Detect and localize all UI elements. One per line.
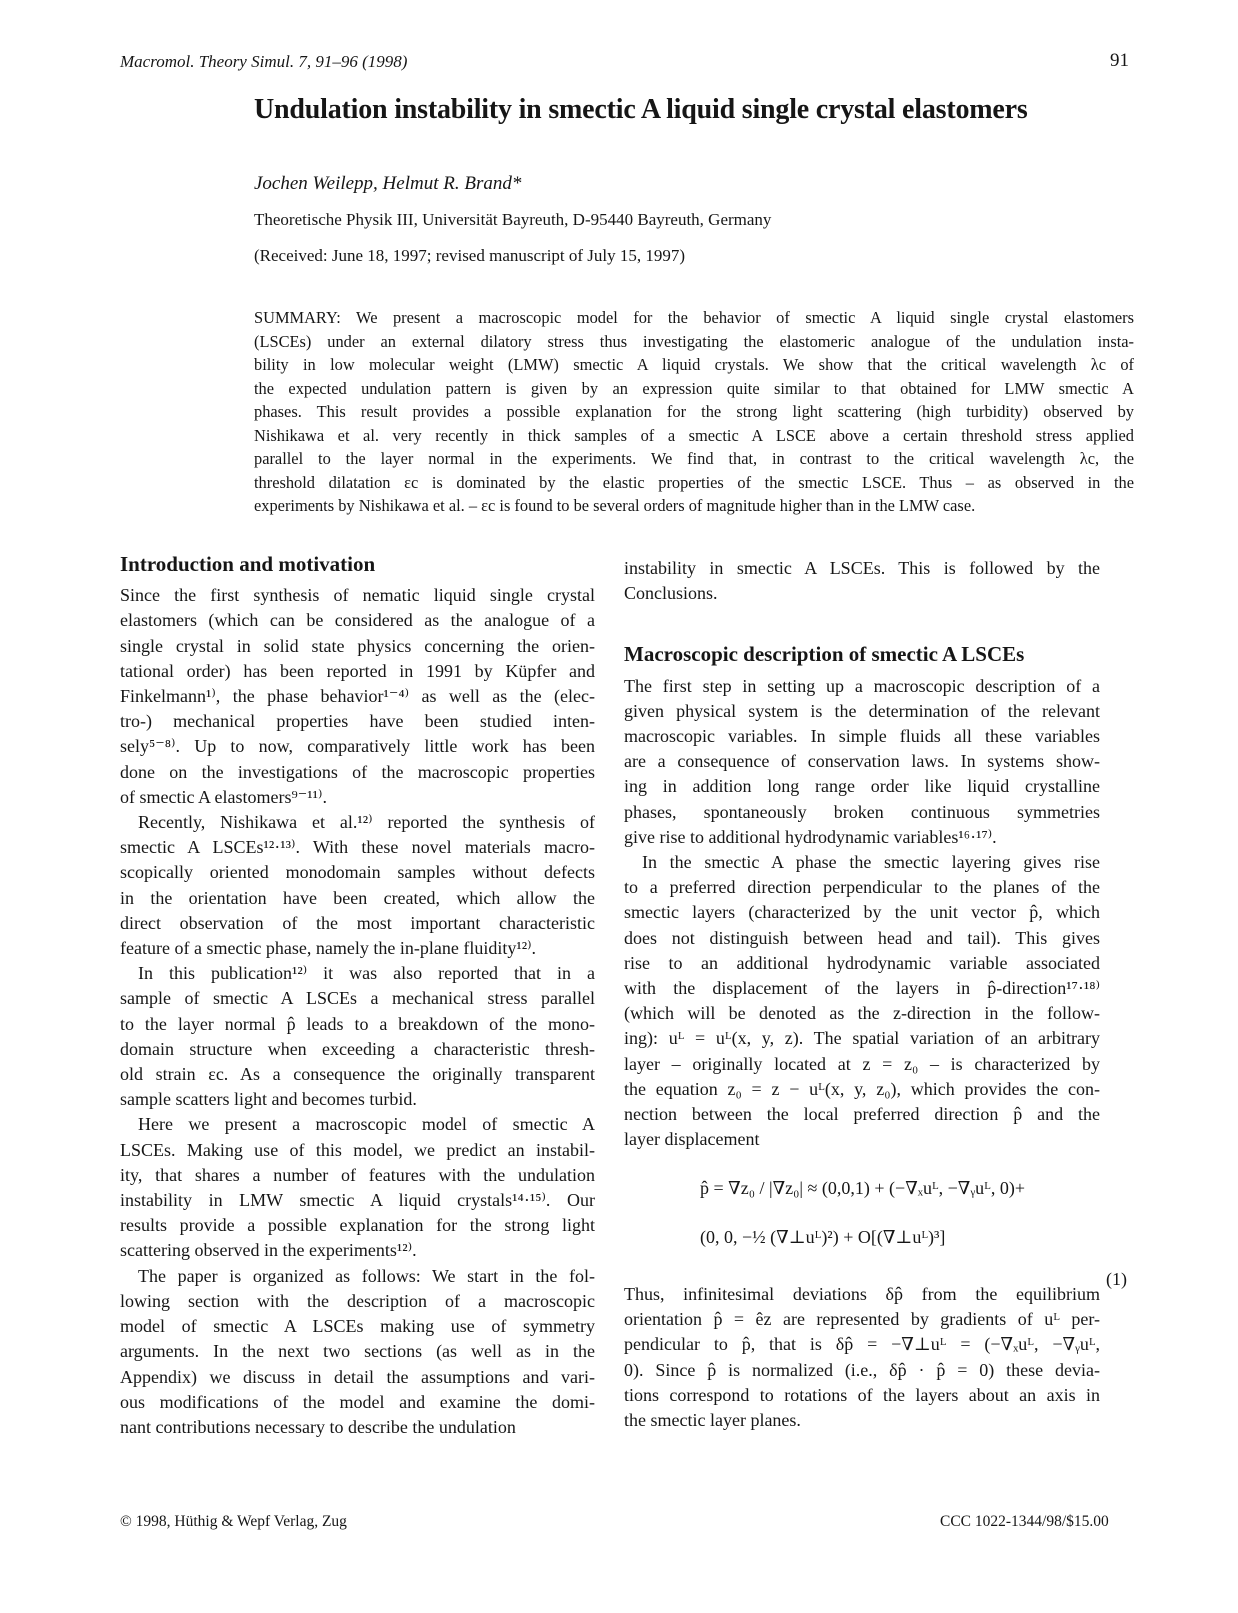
text-line: sely⁵⁻⁸⁾. Up to now, comparatively little work has been bbox=[120, 736, 595, 757]
text-line: scattering observed in the experiments¹²⁾. bbox=[120, 1240, 417, 1261]
received-dates: (Received: June 18, 1997; revised manuscript of July 15, 1997) bbox=[254, 246, 686, 265]
text-line: nant contributions necessary to describe the undulation bbox=[120, 1416, 516, 1437]
text-line: sample scatters light and becomes turbid. bbox=[120, 1089, 417, 1110]
text-line: domain structure when exceeding a characteristic thresh- bbox=[120, 1038, 595, 1059]
text-line: Here we present a macroscopic model of smectic A bbox=[120, 1114, 595, 1135]
text-line: ity, that shares a number of features with the undulation bbox=[120, 1164, 595, 1185]
text-line: sample of smectic A LSCEs a mechanical stress parallel bbox=[120, 988, 595, 1009]
text-line: scopically oriented monodomain samples without defects bbox=[120, 862, 595, 883]
text-line: ing in addition long range order like liquid crystalline bbox=[624, 776, 1100, 797]
text-line: Finkelmann¹⁾, the phase behavior¹⁻⁴⁾ as well as the (elec- bbox=[120, 686, 595, 707]
text-line: orientation p̂ = êz are represented by gradients of uᴸ per- bbox=[624, 1309, 1100, 1330]
text-line: tions correspond to rotations of the layers about an axis in bbox=[624, 1384, 1100, 1405]
text-line: experiments by Nishikawa et al. – εc is found to be several orders of magnitude higher than in the LMW case. bbox=[254, 496, 976, 515]
text-line: elastomers (which can be considered as the analogue of a bbox=[120, 610, 595, 631]
ccc-code: CCC 1022-1344/98/$15.00 bbox=[940, 1513, 1109, 1530]
text-line: smectic A LSCEs¹²·¹³⁾. With these novel materials macro- bbox=[120, 837, 595, 858]
text-line: smectic layers (characterized by the unit vector p̂, which bbox=[624, 902, 1100, 923]
authors: Jochen Weilepp, Helmut R. Brand* bbox=[254, 173, 522, 194]
text-line: model of smectic A LSCEs making use of symmetry bbox=[120, 1316, 595, 1337]
text-line: ous modifications of the model and examine the domi- bbox=[120, 1391, 595, 1412]
text-line: old strain εc. As a consequence the originally transparent bbox=[120, 1064, 595, 1085]
text-line: The paper is organized as follows: We start in the fol- bbox=[120, 1265, 595, 1286]
text-line: single crystal in solid state physics concerning the orien- bbox=[120, 635, 595, 656]
text-line: LSCEs. Making use of this model, we predict an instabil- bbox=[120, 1139, 595, 1160]
deviation-text bbox=[624, 1282, 1100, 1433]
section-heading-macroscopic: Macroscopic description of smectic A LSCEs bbox=[624, 642, 1025, 667]
text-line: layer displacement bbox=[624, 1129, 760, 1150]
text-line: the equation z₀ = z − uᴸ(x, y, z₀), which provides the con- bbox=[624, 1078, 1100, 1099]
right-column bbox=[624, 556, 1100, 1152]
text-line: Recently, Nishikawa et al.¹²⁾ reported the synthesis of bbox=[120, 812, 595, 833]
text-line: In this publication¹²⁾ it was also reported that in a bbox=[120, 963, 595, 984]
text-line: done on the investigations of the macroscopic properties bbox=[120, 761, 595, 782]
text-line: parallel to the layer normal in the experiments. We find that, in contrast to the critical wavelength λc, the bbox=[254, 449, 1134, 468]
text-line: of smectic A elastomers⁹⁻¹¹⁾. bbox=[120, 786, 327, 807]
text-line: layer – originally located at z = z₀ – is characterized by bbox=[624, 1053, 1100, 1074]
text-line: threshold dilatation εc is dominated by the elastic properties of the smectic LSCE. Thus – as observed in the bbox=[254, 472, 1134, 492]
text-line: to the layer normal p̂ leads to a breakdown of the mono- bbox=[120, 1013, 595, 1034]
text-line: pendicular to p̂, that is δp̂ = −∇⊥uᴸ = (−∇ₓuᴸ, −∇ᵧuᴸ, bbox=[624, 1334, 1100, 1355]
text-line: Conclusions. bbox=[624, 583, 718, 604]
text-line: arguments. In the next two sections (as well as in the bbox=[120, 1341, 595, 1362]
text-line: SUMMARY: We present a macroscopic model for the behavior of smectic A liquid single crystal elastomers bbox=[254, 308, 1134, 327]
text-line: to a preferred direction perpendicular to the planes of the bbox=[624, 877, 1100, 898]
text-line: does not distinguish between head and tail). This gives bbox=[624, 927, 1100, 948]
introduction-text bbox=[120, 583, 595, 1440]
text-line: nection between the local preferred direction p̂ and the bbox=[624, 1104, 1100, 1125]
page-number: 91 bbox=[1110, 50, 1129, 71]
left-column bbox=[120, 552, 595, 1440]
text-line: Since the first synthesis of nematic liquid single crystal bbox=[120, 585, 595, 606]
paper-title: Undulation instability in smectic A liquid single crystal elastomers bbox=[254, 94, 1028, 125]
text-line: phases, spontaneously broken continuous symmetries bbox=[624, 801, 1100, 822]
text-line: (LSCEs) under an external dilatory stress thus investigating the elastomeric analogue of the undulation insta- bbox=[254, 331, 1134, 351]
journal-reference: Macromol. Theory Simul. 7, 91–96 (1998) bbox=[120, 52, 408, 71]
text-line: In the smectic A phase the smectic layering gives rise bbox=[624, 852, 1100, 873]
macroscopic-text bbox=[624, 674, 1100, 1153]
text-line: instability in LMW smectic A liquid crystals¹⁴·¹⁵⁾. Our bbox=[120, 1190, 595, 1211]
text-line: 0). Since p̂ is normalized (i.e., δp̂ · p̂ = 0) these devia- bbox=[624, 1359, 1100, 1380]
text-line: the expected undulation pattern is given by an expression quite similar to that obtained for LMW smectic A bbox=[254, 378, 1134, 398]
text-line: rise to an additional hydrodynamic variable associated bbox=[624, 952, 1100, 973]
summary bbox=[254, 306, 1134, 518]
text-line: bility in low molecular weight (LMW) smectic A liquid crystals. We show that the critical wavelength λc of bbox=[254, 355, 1134, 374]
text-line: instability in smectic A LSCEs. This is followed by the bbox=[624, 558, 1100, 578]
text-line: feature of a smectic phase, namely the in-plane fluidity¹²⁾. bbox=[120, 938, 537, 959]
text-line: ing): uᴸ = uᴸ(x, y, z). The spatial variation of an arbitrary bbox=[624, 1028, 1100, 1049]
copyright-notice: © 1998, Hüthig & Wepf Verlag, Zug bbox=[120, 1513, 347, 1530]
introduction-continued bbox=[624, 556, 1100, 606]
text-line: lowing section with the description of a macroscopic bbox=[120, 1290, 595, 1311]
text-line: are a consequence of conservation laws. In systems show- bbox=[624, 751, 1100, 772]
equation-number: (1) bbox=[1106, 1269, 1127, 1289]
right-column-after-equation bbox=[624, 1282, 1100, 1433]
equation-1-line-1: p̂ = ∇z₀ / |∇z₀| ≈ (0,0,1) + (−∇ₓuᴸ, −∇ᵧuᴸ, 0)+ bbox=[700, 1178, 1025, 1198]
text-line: with the displacement of the layers in p̂-direction¹⁷·¹⁸⁾ bbox=[624, 978, 1100, 999]
text-line: in the orientation have been created, which allow the bbox=[120, 887, 595, 908]
text-line: Appendix) we discuss in detail the assumptions and vari- bbox=[120, 1366, 595, 1387]
text-line: The first step in setting up a macroscopic description of a bbox=[624, 675, 1100, 696]
section-heading-introduction: Introduction and motivation bbox=[120, 552, 376, 576]
text-line: tro-) mechanical properties have been studied inten- bbox=[120, 711, 595, 732]
text-line: the smectic layer planes. bbox=[624, 1410, 801, 1431]
text-line: phases. This result provides a possible explanation for the strong light scattering (high turbidity) observed by bbox=[254, 402, 1134, 421]
text-line: Nishikawa et al. very recently in thick samples of a smectic A LSCE above a certain threshold stress applied bbox=[254, 425, 1134, 445]
text-line: results provide a possible explanation for the strong light bbox=[120, 1215, 595, 1236]
text-line: tational order) has been reported in 1991 by Küpfer and bbox=[120, 660, 595, 681]
text-line: macroscopic variables. In simple fluids all these variables bbox=[624, 726, 1100, 747]
text-line: direct observation of the most important characteristic bbox=[120, 912, 595, 933]
text-line: Thus, infinitesimal deviations δp̂ from the equilibrium bbox=[624, 1284, 1100, 1304]
text-line: given physical system is the determination of the relevant bbox=[624, 700, 1100, 721]
equation-1-line-2: (0, 0, −½ (∇⊥uᴸ)²) + O[(∇⊥uᴸ)³] bbox=[700, 1227, 946, 1247]
affiliation: Theoretische Physik III, Universität Bayreuth, D-95440 Bayreuth, Germany bbox=[254, 210, 772, 229]
text-line: (which will be denoted as the z-direction in the follow- bbox=[624, 1003, 1100, 1024]
text-line: give rise to additional hydrodynamic variables¹⁶·¹⁷⁾. bbox=[624, 826, 997, 847]
